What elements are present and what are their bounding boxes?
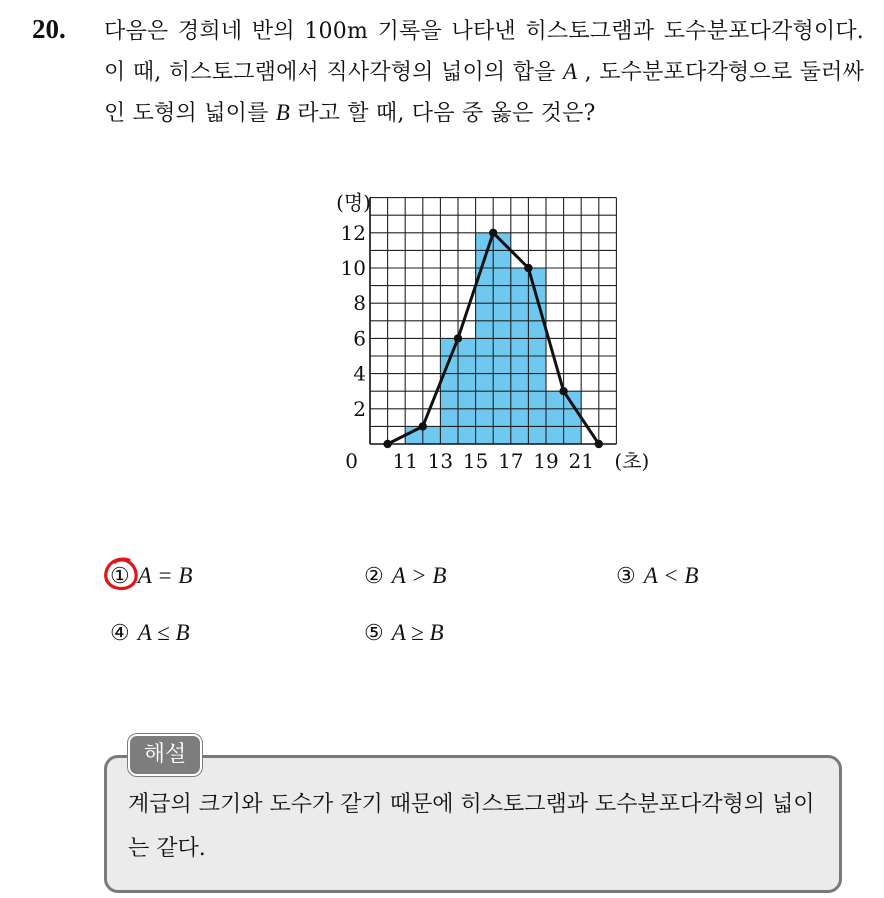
polygon-point-1: [383, 440, 391, 448]
question-text: [104, 12, 864, 134]
option-4-expression: A ≤ B: [137, 620, 190, 645]
x-tick-label: 11: [392, 449, 418, 473]
option-5-number: ⑤: [364, 620, 384, 646]
solution-text: 계급의 크기와 도수가 같기 때문에 히스토그램과 도수분포다각형의 넓이는 같다.: [128, 792, 815, 861]
polygon-point-2: [419, 422, 427, 430]
y-tick-label: 2: [353, 396, 366, 421]
option-3[interactable]: [616, 563, 698, 589]
solution-label: 해설: [128, 734, 202, 776]
x-tick-label: 15: [462, 449, 489, 473]
option-2-expression: A > B: [391, 563, 447, 588]
option-1-number: ①: [110, 563, 130, 589]
variable-b: B: [275, 100, 290, 125]
option-4[interactable]: [110, 620, 190, 646]
polygon-point-3: [454, 334, 462, 342]
polygon-point-4: [489, 229, 497, 237]
question-text-part-1: 다음은 경희네 반의 100m 기록을 나타낸 히스토그램과 도수분포다각형이다. 이 때, 히스토그램에서 직사각형의 넓이의 합을: [104, 19, 864, 85]
option-2[interactable]: [364, 563, 446, 589]
question-text-part-2: , 도수분포다각형으로 둘러싸인 도형의 넓이를: [104, 60, 864, 126]
y-tick-label: 4: [353, 361, 366, 386]
polygon-point-7: [595, 440, 603, 448]
x-tick-label: 21: [568, 449, 594, 473]
y-tick-label: 6: [353, 326, 366, 351]
x-tick-label: 19: [533, 449, 559, 473]
option-5[interactable]: [364, 620, 444, 646]
y-tick-label: 8: [353, 291, 366, 316]
origin-label: 0: [345, 449, 358, 473]
option-5-expression: A ≥ B: [391, 620, 444, 645]
polygon-point-6: [559, 387, 567, 395]
question-number: 20.: [32, 14, 66, 44]
option-1-expression: A = B: [137, 563, 193, 588]
variable-a: A: [563, 59, 578, 84]
y-tick-label: 10: [340, 256, 366, 280]
x-axis-unit-label: (초): [614, 449, 650, 473]
x-tick-label: 13: [427, 449, 454, 473]
y-axis-unit-label: (명): [336, 190, 371, 215]
polygon-point-5: [524, 264, 532, 272]
x-tick-label: 17: [498, 449, 524, 473]
question-text-part-3: 라고 할 때, 다음 중 옳은 것은?: [290, 101, 596, 126]
histogram-chart: [310, 180, 650, 480]
y-tick-label: 12: [340, 220, 366, 245]
option-3-expression: A < B: [643, 563, 699, 588]
option-2-number: ②: [364, 563, 384, 589]
option-4-number: ④: [110, 620, 130, 646]
option-1[interactable]: [110, 563, 192, 589]
option-3-number: ③: [616, 563, 636, 589]
